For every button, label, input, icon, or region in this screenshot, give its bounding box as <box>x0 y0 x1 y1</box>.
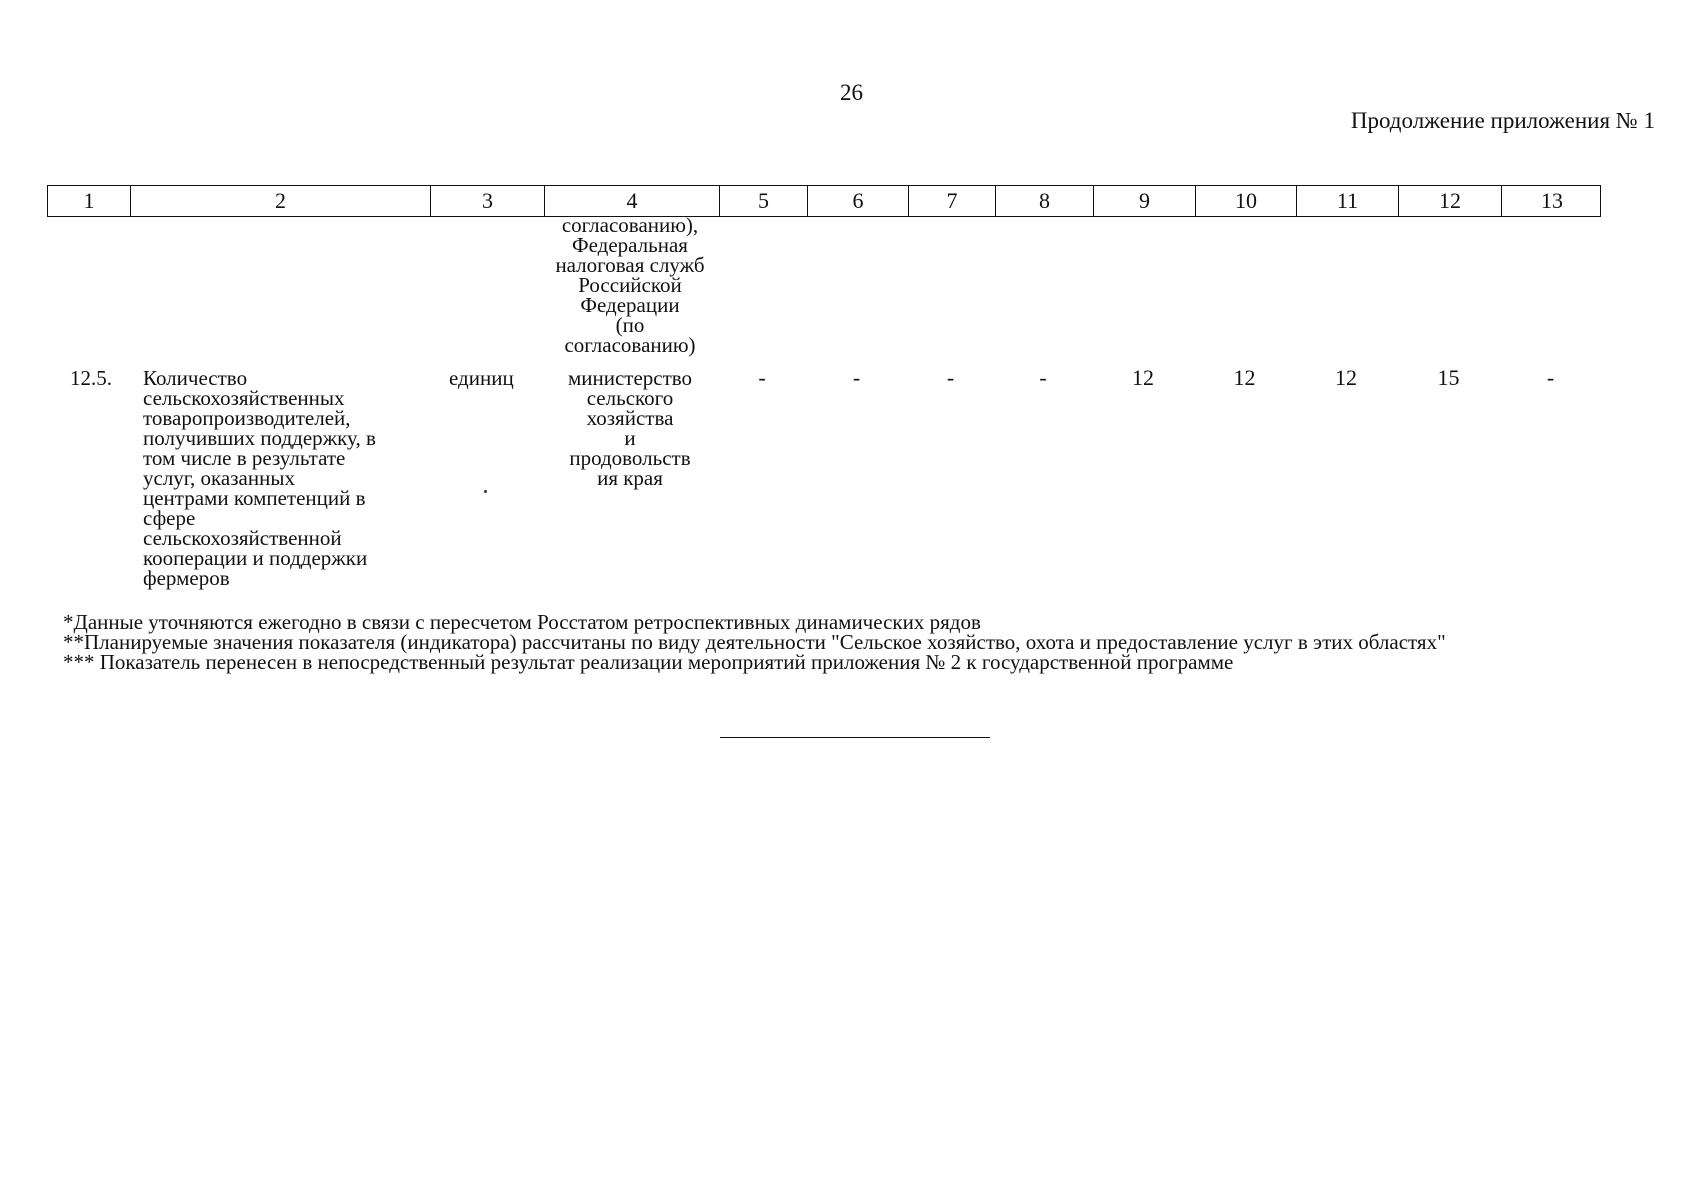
continued-cell-line: Российской <box>578 273 682 297</box>
value-col-11: 12 <box>1335 365 1357 390</box>
continued-cell-line: Федерации <box>580 293 680 317</box>
executor-line: ия края <box>597 466 663 490</box>
end-rule <box>720 737 990 738</box>
footnotes <box>63 612 1683 672</box>
executor-line: и <box>624 426 636 450</box>
header-col-12: 12 <box>1398 186 1501 216</box>
header-col-3: 3 <box>430 186 544 216</box>
indicator-name-line: получивших поддержку, в <box>143 426 376 450</box>
footnote-line: **Планируемые значения показателя (индикатора) рассчитаны по виду деятельности "Сельское хозяйство, охота и предоставление услуг в этих областях" <box>63 630 1446 654</box>
value-col-8: - <box>1039 365 1047 390</box>
header-col-2: 2 <box>130 186 430 216</box>
indicator-name-line: сельскохозяйственной <box>143 526 342 550</box>
indicator-name <box>143 368 433 588</box>
continued-cell-line: согласованию), <box>561 213 699 237</box>
executor-line: продовольств <box>569 446 691 470</box>
indicator-name-line: фермеров <box>143 566 230 590</box>
header-col-1: 1 <box>83 188 95 213</box>
executor-line: министерство <box>567 366 693 390</box>
page-number: 26 <box>840 80 863 105</box>
executor-line: хозяйства <box>586 406 674 430</box>
header-col-13: 13 <box>1501 186 1602 216</box>
value-col-5: - <box>758 365 766 390</box>
value-col-6: - <box>852 365 861 390</box>
indicator-name-line: том числе в результате <box>143 446 346 470</box>
appendix-continuation-label: Продолжение приложения № 1 <box>1350 108 1655 133</box>
header-col-7: 7 <box>908 186 995 216</box>
header-col-6: 6 <box>807 186 908 216</box>
continued-cell-line: согласованию) <box>564 333 696 357</box>
value-col-9: 12 <box>1132 365 1154 390</box>
indicator-name-line: сельскохозяйственных <box>143 386 345 410</box>
row-number: 12.5. <box>70 366 112 390</box>
executor-line: сельского <box>586 386 674 410</box>
footnote-line: *** Показатель перенесен в непосредственный результат реализации мероприятий приложения № 2 к государственной программе <box>63 650 1234 674</box>
indicator-name-line: услуг, оказанных <box>143 466 295 490</box>
header-col-11: 11 <box>1296 186 1398 216</box>
header-col-8: 8 <box>995 186 1093 216</box>
continued-cell-line: Федеральная <box>572 233 688 257</box>
indicator-name-line: Количество <box>143 366 248 390</box>
header-col-4: 4 <box>544 186 719 216</box>
indicator-name-line: кооперации и поддержки <box>143 546 368 570</box>
indicator-name-line: сфере <box>143 506 196 530</box>
scan-speck <box>484 490 487 493</box>
indicator-name-line: товаропроизводителей, <box>143 406 351 430</box>
header-col-5: 5 <box>719 186 807 216</box>
continued-executor-cell <box>540 215 720 355</box>
header-col-9: 9 <box>1093 186 1195 216</box>
table-header-row <box>47 185 1601 217</box>
footnote-line: *Данные уточняются ежегодно в связи с пересчетом Росстатом ретроспективных динамических рядов <box>63 610 981 634</box>
responsible-executor <box>545 368 715 488</box>
value-col-10: 12 <box>1233 365 1256 390</box>
indicator-name-line: центрами компетенций в <box>143 486 366 510</box>
continued-cell-line: (по <box>615 313 645 337</box>
continued-cell-line: налоговая служб <box>555 253 705 277</box>
value-col-12: 15 <box>1437 365 1460 390</box>
unit-of-measure: единиц <box>449 366 514 390</box>
header-col-10: 10 <box>1195 186 1296 216</box>
value-col-13: - <box>1546 365 1555 390</box>
value-col-7: - <box>946 365 955 390</box>
